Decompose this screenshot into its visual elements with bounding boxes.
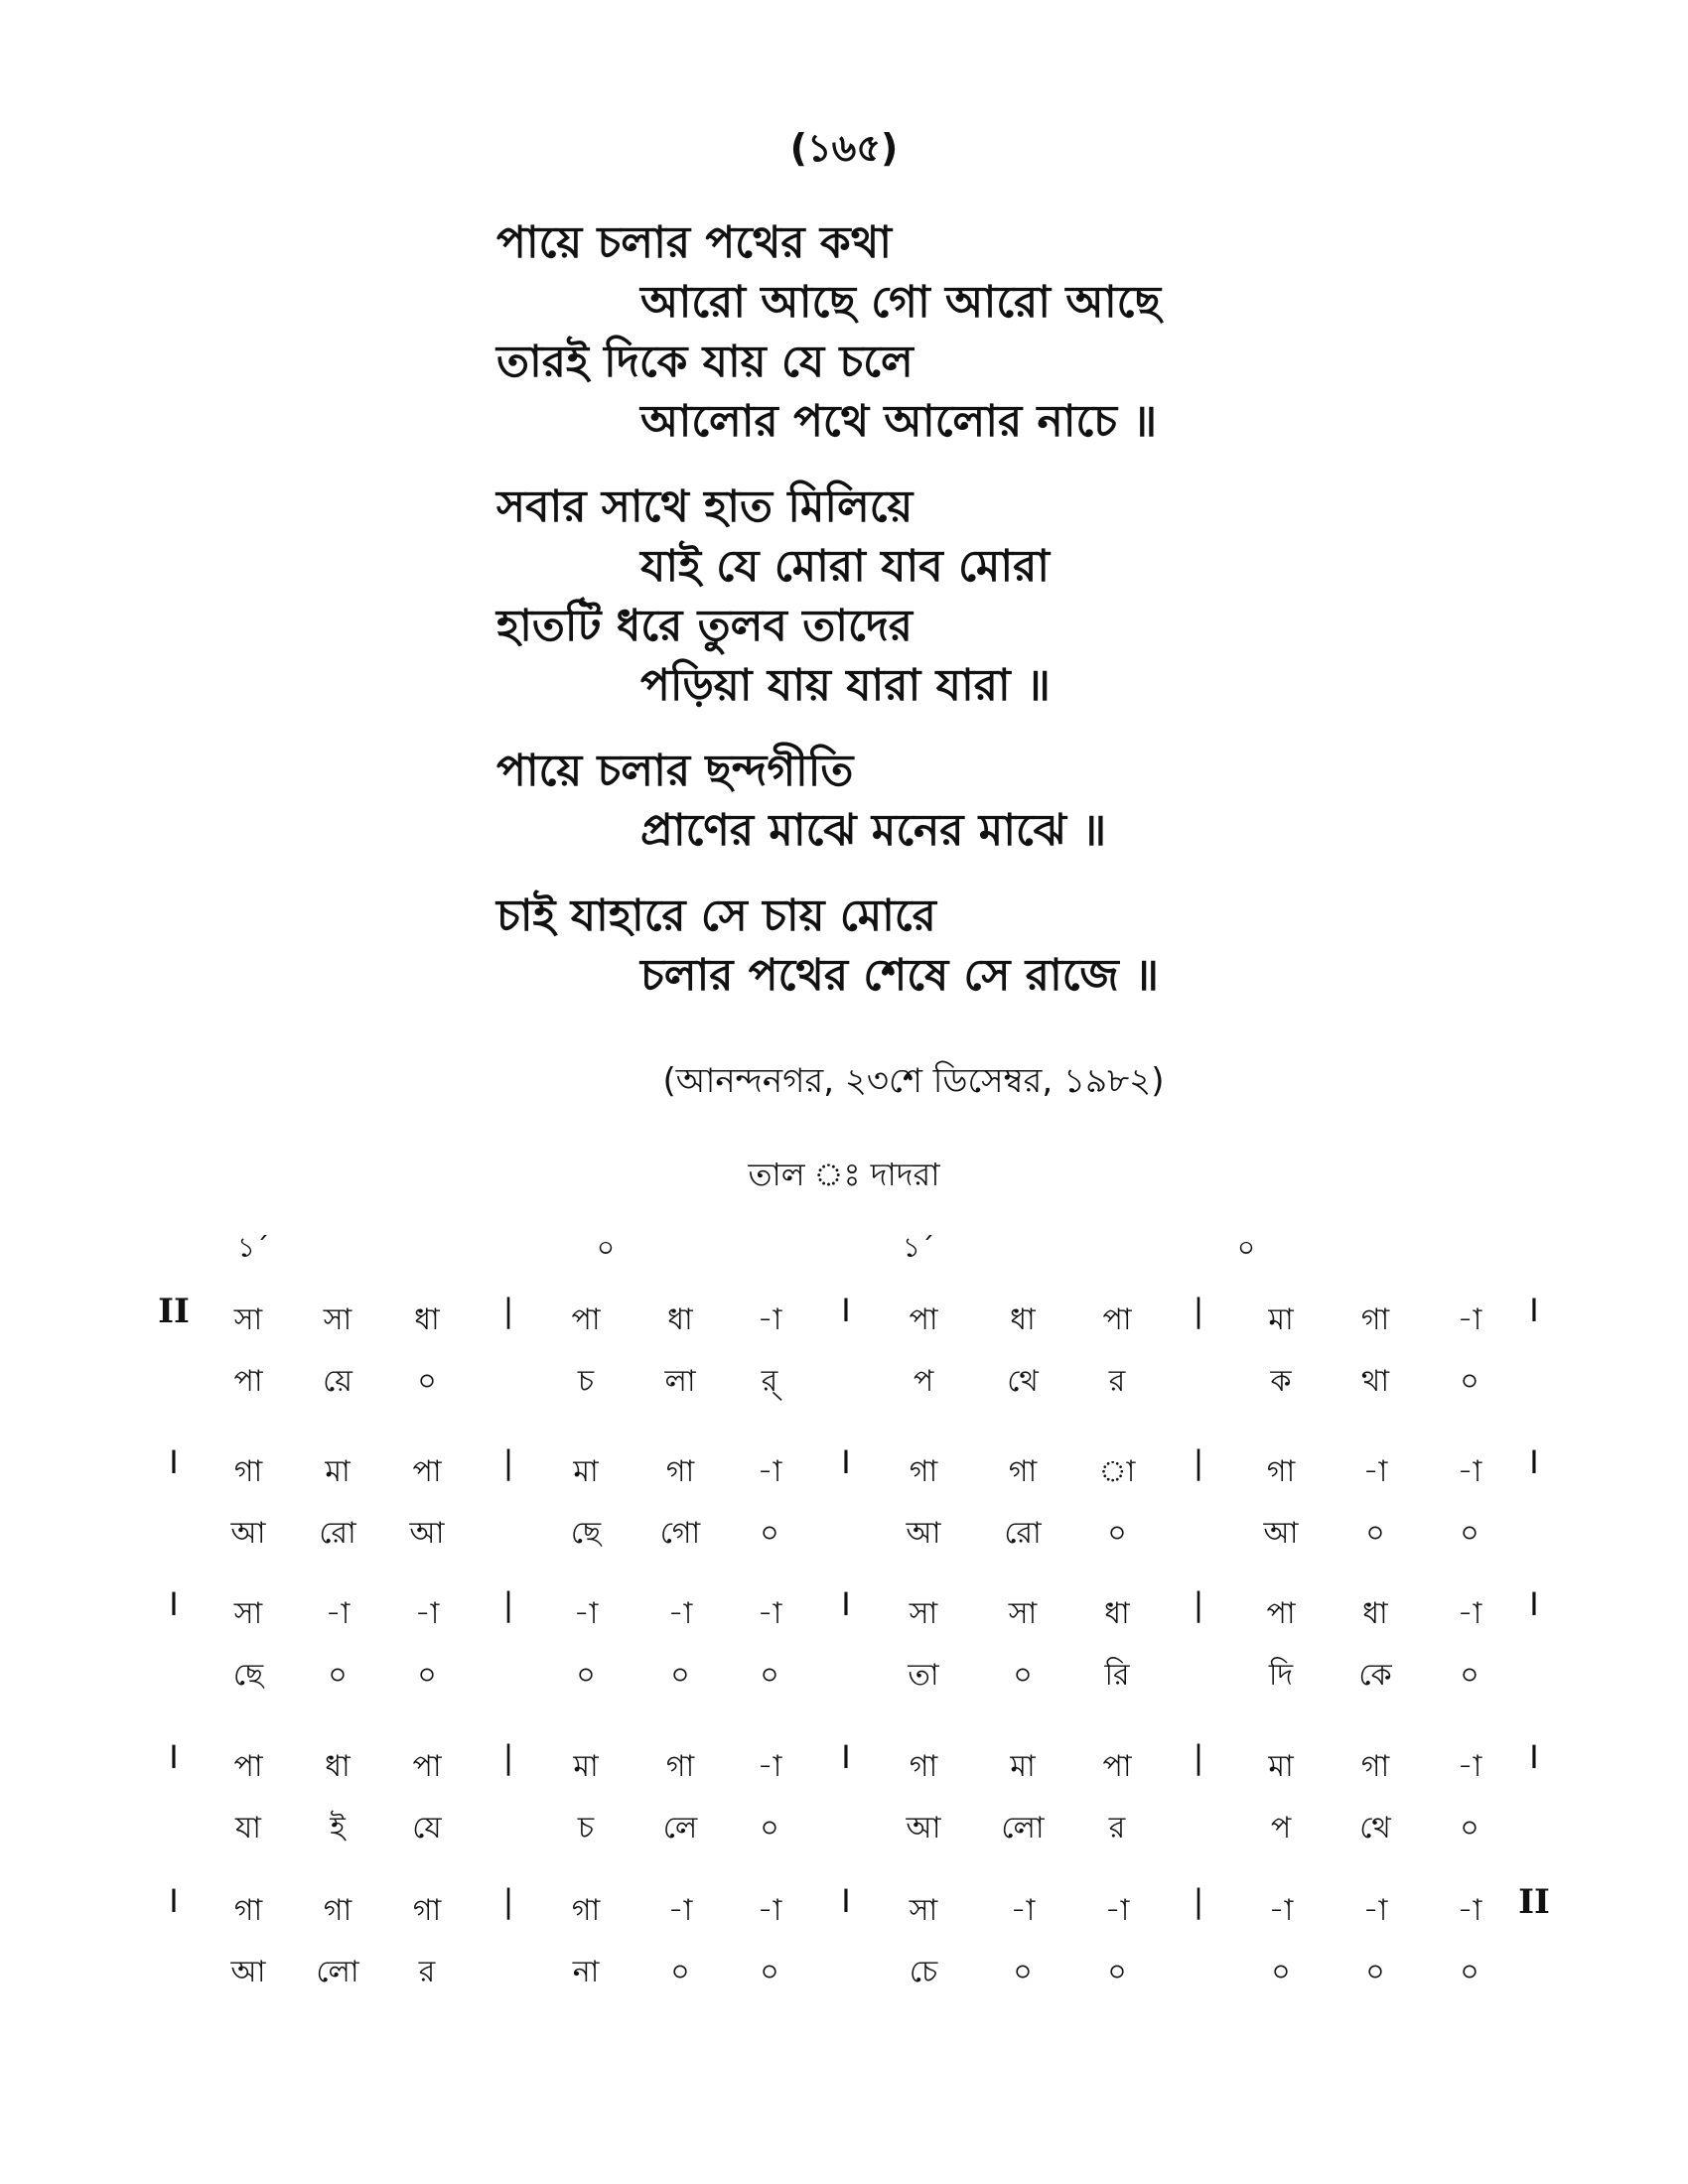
lyric-syllable: থে [1007,1364,1039,1399]
bar-line: | [502,1443,514,1481]
lyric-syllable: লো [1001,1811,1045,1845]
note-cell: পা [412,1749,442,1784]
note-cell: -া [1268,1893,1294,1928]
lyric-syllable: ০ [1460,1364,1479,1399]
note-cell: সা [909,1893,938,1928]
note-cell: সা [1008,1596,1038,1631]
note-cell: মা [1010,1749,1036,1784]
note-cell: ধা [414,1302,440,1337]
bar-line: I [169,1443,179,1481]
bar-line: I [1529,1585,1539,1623]
bar-line: I [841,1585,851,1623]
lyric-syllable: ০ [417,1364,437,1399]
note-cell: পা [571,1302,601,1337]
lyric-syllable: য়ে [323,1364,352,1399]
lyric-syllable: ০ [1271,1955,1291,1989]
lyric-line: যাই যে মোরা যাব মোরা [640,541,1051,592]
lyric-syllable: র [1108,1364,1126,1399]
note-cell: ধা [667,1302,693,1337]
lyric-syllable: চে [909,1955,938,1989]
note-cell: -া [1457,1596,1482,1631]
note-cell: ধা [325,1749,351,1784]
bar-line: I [1529,1292,1539,1329]
note-cell: -া [757,1749,782,1784]
beat-mark: ০ [596,1231,616,1264]
lyric-syllable: ০ [1460,1955,1479,1989]
lyric-syllable: আ [230,1516,266,1551]
note-cell: -া [1362,1454,1388,1489]
bar-line: II [1518,1882,1550,1922]
bar-line: | [502,1292,514,1329]
lyric-syllable: ০ [1365,1955,1385,1989]
note-cell: গা [1360,1302,1390,1337]
lyric-line: চলার পথের শেষে সে রাজে ॥ [640,950,1159,1001]
lyric-syllable: রি [1104,1658,1130,1693]
lyric-syllable: ছে [232,1658,264,1693]
lyric-line: পড়িয়া যায় যারা যারা ॥ [640,660,1051,711]
note-cell: গা [1266,1454,1296,1489]
note-cell: মা [325,1454,351,1489]
note-cell: -া [573,1596,599,1631]
note-cell: সা [323,1302,352,1337]
note-cell: -া [1362,1893,1388,1928]
lyric-line: হাতটি ধরে তুলব তাদের [496,601,914,651]
note-cell: -া [667,1596,693,1631]
beat-mark: ১´ [236,1231,270,1264]
lyric-syllable: রো [319,1516,356,1551]
note-cell: গা [665,1454,695,1489]
note-cell: -া [757,1302,782,1337]
bar-line: I [1529,1443,1539,1481]
note-cell: -া [757,1596,782,1631]
lyric-line: আলোর পথে আলোর নাচে ॥ [640,396,1158,447]
lyric-syllable: আ [409,1516,445,1551]
lyric-syllable: কে [1358,1658,1392,1693]
bar-line: I [1529,1738,1539,1776]
note-cell: পা [412,1454,442,1489]
lyric-line: পায়ে চলার ছন্দগীতি [496,746,854,796]
note-cell: -া [1457,1893,1482,1928]
note-cell: পা [233,1749,263,1784]
lyric-syllable: যা [235,1811,261,1845]
note-cell: -া [1104,1893,1130,1928]
lyric-syllable: ই [330,1811,346,1845]
note-cell: মা [1268,1302,1294,1337]
note-cell: গা [233,1454,263,1489]
note-cell: গা [909,1454,938,1489]
lyric-syllable: ০ [1013,1955,1033,1989]
lyric-syllable: র [418,1955,436,1989]
note-cell: -া [757,1454,782,1489]
note-cell: গা [571,1893,601,1928]
note-cell: গা [412,1893,442,1928]
bar-line: | [1193,1443,1204,1481]
lyric-syllable: আ [1263,1516,1299,1551]
lyric-syllable: চ [577,1364,595,1399]
lyric-syllable: ০ [1460,1658,1479,1693]
bar-line: | [1193,1585,1204,1623]
lyric-syllable: লা [664,1364,696,1399]
lyric-syllable: চ [577,1811,595,1845]
note-cell: -া [667,1893,693,1928]
lyric-syllable: ০ [417,1658,437,1693]
note-cell: গা [233,1893,263,1928]
bar-line: I [841,1443,851,1481]
lyric-line: সবার সাথে হাত মিলিয়ে [496,481,914,532]
note-cell: -া [414,1596,440,1631]
bar-line: | [1193,1738,1204,1776]
note-cell: গা [323,1893,352,1928]
lyric-syllable: গো [659,1516,701,1551]
bar-line: I [169,1738,179,1776]
lyric-syllable: পা [233,1364,263,1399]
lyric-syllable: ০ [1365,1516,1385,1551]
lyric-syllable: র [1108,1811,1126,1845]
lyric-syllable: ছে [570,1516,602,1551]
note-cell: -া [1457,1302,1482,1337]
lyric-syllable: দি [1268,1658,1294,1693]
tala-heading: তাল ঃ দাদরা [748,1156,940,1193]
lyric-syllable: ক [1270,1364,1292,1399]
note-cell: গা [1360,1749,1390,1784]
note-cell: মা [1268,1749,1294,1784]
lyric-line: আরো আছে গো আরো আছে [640,277,1161,328]
lyric-syllable: প [1270,1811,1292,1845]
note-cell: ধা [1104,1596,1130,1631]
note-cell: সা [233,1596,263,1631]
lyric-syllable: ০ [1107,1955,1127,1989]
lyric-syllable: আ [906,1516,941,1551]
note-cell: গা [1008,1454,1038,1489]
lyric-syllable: থে [1359,1811,1391,1845]
note-cell: পা [1102,1749,1132,1784]
lyric-syllable: যে [412,1811,442,1845]
bar-line: I [841,1292,851,1329]
note-cell: সা [909,1596,938,1631]
note-cell: মা [573,1454,599,1489]
note-cell: -া [1457,1749,1482,1784]
bar-line: I [169,1882,179,1920]
note-cell: া [1098,1454,1136,1489]
lyric-syllable: ০ [1107,1516,1127,1551]
note-cell: গা [909,1749,938,1784]
beat-mark: ০ [1236,1231,1256,1264]
page-number: (১৬৫) [789,126,899,170]
note-cell: পা [909,1302,938,1337]
note-cell: সা [233,1302,263,1337]
note-cell: -া [1010,1893,1036,1928]
lyric-syllable: লে [662,1811,698,1845]
note-cell: মা [573,1749,599,1784]
lyric-syllable: ০ [760,1811,779,1845]
lyric-syllable: না [572,1955,600,1989]
lyric-syllable: ০ [760,1658,779,1693]
lyric-syllable: ০ [328,1658,348,1693]
note-cell: গা [665,1749,695,1784]
lyric-syllable: ০ [1460,1811,1479,1845]
dateline: (আনন্দনগর, ২৩শে ডিসেম্বর, ১৯৮২) [662,1061,1165,1101]
lyric-line: তারই দিকে যায় যে চলে [496,337,914,387]
lyric-syllable: ০ [670,1658,690,1693]
bar-line: I [169,1585,179,1623]
lyric-syllable: রো [1004,1516,1042,1551]
lyric-syllable: ০ [1460,1516,1479,1551]
lyric-syllable: ০ [1013,1658,1033,1693]
lyric-line: প্রাণের মাঝে মনের মাঝে ॥ [640,805,1107,856]
bar-line: I [841,1738,851,1776]
bar-line: | [1193,1882,1204,1920]
lyric-syllable: ০ [670,1955,690,1989]
note-cell: পা [1266,1596,1296,1631]
lyric-line: পায়ে চলার পথের কথা [496,217,892,268]
bar-line: I [841,1882,851,1920]
bar-line: II [158,1292,190,1331]
bar-line: | [502,1882,514,1920]
note-cell: -া [1457,1454,1482,1489]
lyric-syllable: প [913,1364,934,1399]
note-cell: ধা [1010,1302,1036,1337]
lyric-syllable: র্ [761,1364,778,1399]
note-cell: -া [757,1893,782,1928]
note-cell: ধা [1362,1596,1388,1631]
lyric-syllable: ০ [760,1516,779,1551]
lyric-syllable: লো [316,1955,359,1989]
lyric-line: চাই যাহারে সে চায় মোরে [496,890,936,941]
bar-line: | [1193,1292,1204,1329]
bar-line: | [502,1585,514,1623]
beat-mark: ১´ [902,1231,935,1264]
note-cell: পা [1102,1302,1132,1337]
note-cell: -া [325,1596,351,1631]
lyric-syllable: থা [1360,1364,1390,1399]
lyric-syllable: তা [908,1658,939,1693]
bar-line: | [502,1738,514,1776]
lyric-syllable: ০ [576,1658,596,1693]
lyric-syllable: আ [906,1811,941,1845]
lyric-syllable: আ [230,1955,266,1989]
lyric-syllable: ০ [760,1955,779,1989]
